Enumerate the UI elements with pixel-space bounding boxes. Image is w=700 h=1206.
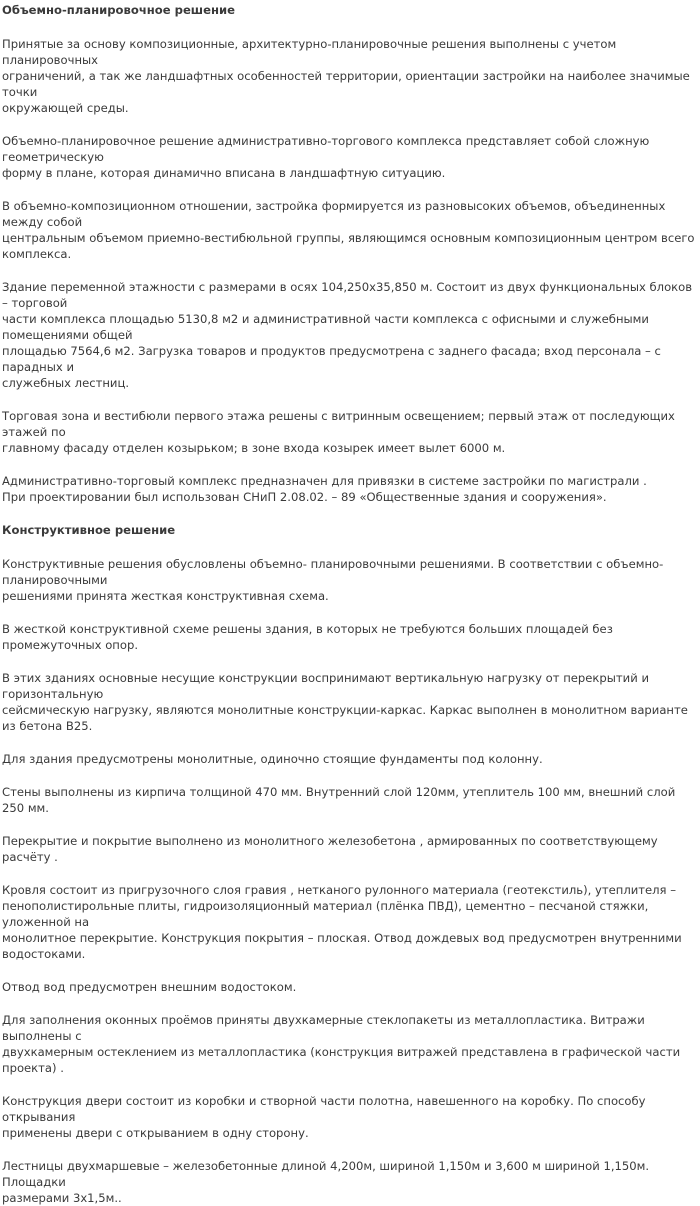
paragraph: Принятые за основу композиционные, архитектурно-планировочные решения выполнены с учетом планировочных ограничений, а так же ландшафтных особенностей территории, ориентации застройки на наиболее значимые точки окружающей среды. (2, 37, 690, 115)
paragraph: Стены выполнены из кирпича толщиной 470 мм. Внутренний слой 120мм, утеплитель 100 мм, внешний слой 250 мм. (2, 785, 676, 815)
paragraph: Для заполнения оконных проёмов приняты двухкамерные стеклопакеты из металлопластика. Витражи выполнены с двухкамерным остеклением из металлопластика (конструкция витражей представлена в графической части проекта) . (2, 1013, 681, 1075)
paragraph: Отвод вод предусмотрен внешним водостоком. (2, 980, 297, 994)
paragraph: Торговая зона и вестибюли первого этажа решены с витринным освещением; первый этаж от последующих этажей по главному фасаду отделен козырьком; в зоне входа козырек имеет вылет 6000 м. (2, 409, 675, 455)
paragraph: Административно-торговый комплекс предназначен для привязки в системе застройки по магистрали . При проектировании был использован СНиП 2.08.02. – 89 «Общественные здания и сооружения». (2, 474, 647, 504)
paragraph: В этих зданиях основные несущие конструкции воспринимают вертикальную нагрузку от перекрытий и горизонтальную сейсмическую нагрузку, являются монолитные конструкции-каркас. Каркас выполнен в монолитном варианте из бетона В25. (2, 671, 688, 733)
paragraph: Перекрытие и покрытие выполнено из монолитного железобетона , армированных по соответствующему расчёту . (2, 834, 658, 864)
paragraph: Здание переменной этажности с размерами в осях 104,250х35,850 м. Состоит из двух функциональных блоков – торговой части комплекса площадью 5130,8 м2 и административной части комплекса с офисными и служебными помещениями общей площадью 7564,6 м2. Загрузка товаров и продуктов предусмотрена с заднего фасада; вход персонала – с парадных и служебных лестниц. (2, 280, 693, 390)
paragraph: Конструкция двери состоит из коробки и створной части полотна, навешенного на коробку. По способу открывания применены двери с открыванием в одну сторону. (2, 1094, 646, 1140)
paragraph: Объемно-планировочное решение административно-торгового комплекса представляет собой сложную геометрическую форму в плане, которая динамично вписана в ландшафтную ситуацию. (2, 134, 650, 180)
paragraph: Для здания предусмотрены монолитные, одиночно стоящие фундаменты под колонну. (2, 752, 543, 766)
paragraph: В объемно-композиционном отношении, застройка формируется из разновысоких объемов, объединенных между собой центральным объемом приемно-вестибюльной группы, являющимся основным композиционным центром всего комплекса. (2, 199, 695, 261)
paragraph: Лестницы двухмаршевые – железобетонные длиной 4,200м, шириной 1,150м и 3,600 м шириной 1,150м. Площадки размерами 3х1,5м.. (2, 1159, 650, 1205)
paragraph: В жесткой конструктивной схеме решены здания, в которых не требуются больших площадей без промежуточных опор. (2, 622, 613, 652)
section-heading-planning: Объемно-планировочное решение (2, 3, 235, 17)
section-heading-structural: Конструктивное решение (2, 523, 176, 537)
paragraph: Кровля состоит из пригрузочного слоя гравия , нетканого рулонного материала (геотекстиль), утеплителя – пенополистирольные плиты, гидроизоляционный материал (плёнка ПВД), цементно – песчаной стяжки, уложенной на монолитное перекрытие. Конструкция покрытия – плоская. Отвод дождевых вод предусмотрен внутренними водостоками. (2, 883, 682, 961)
paragraph: Конструктивные решения обусловлены объемно- планировочными решениями. В соответствии с объемно- планировочными решениями принята жесткая конструктивная схема. (2, 557, 664, 603)
